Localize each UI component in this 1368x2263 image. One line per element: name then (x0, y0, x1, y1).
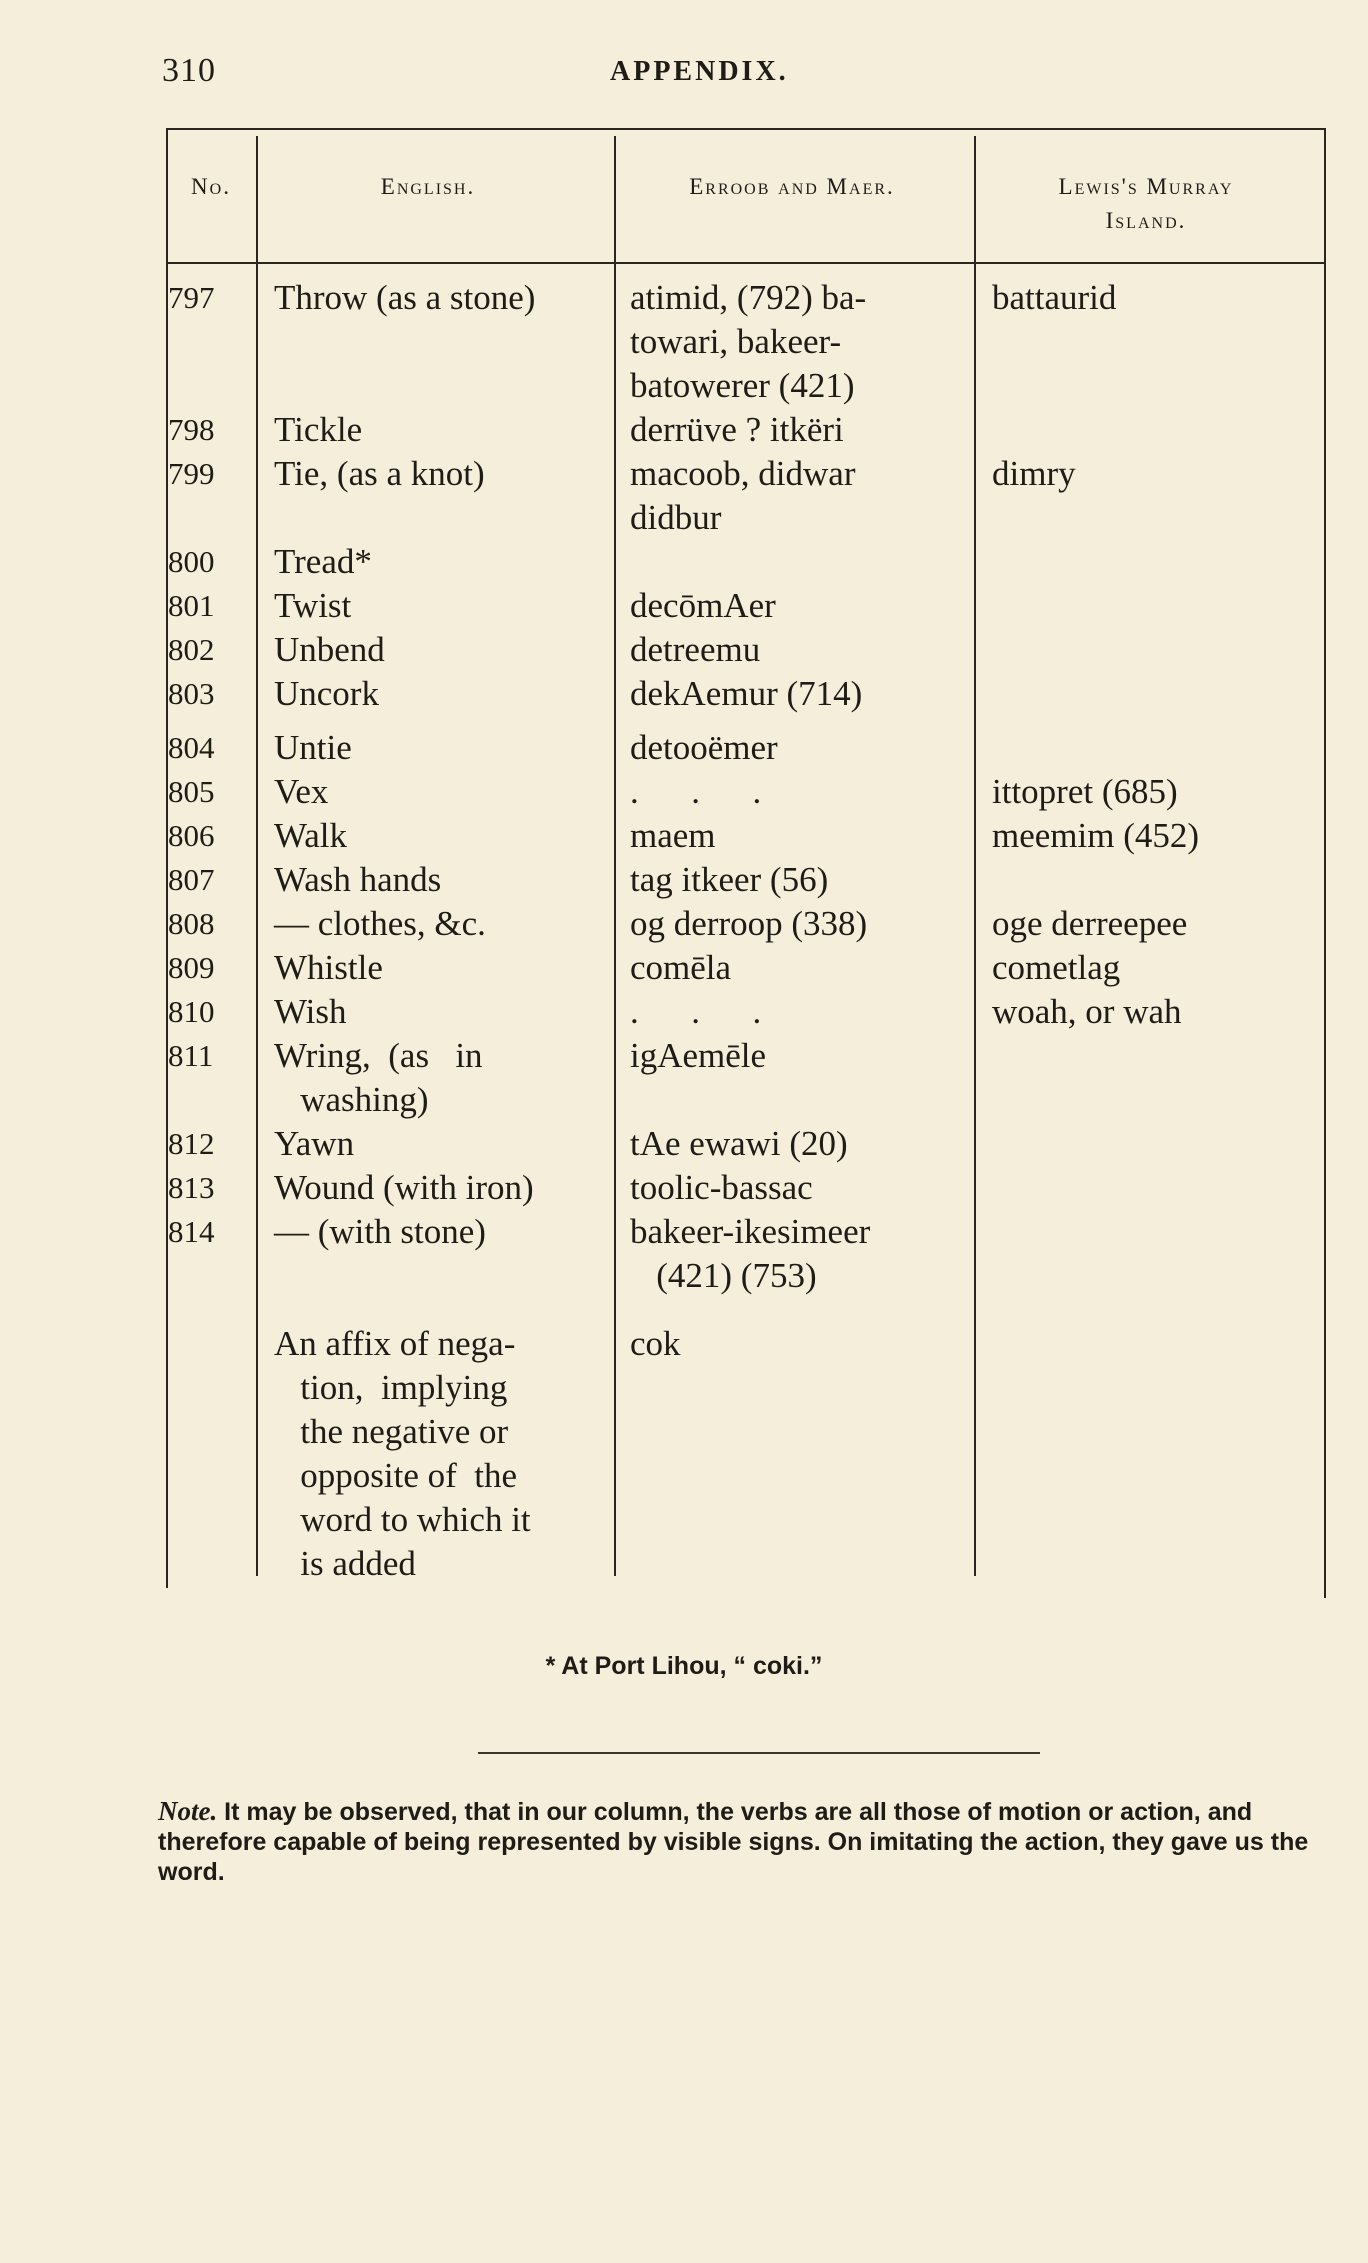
cell-no: 809 (168, 950, 215, 985)
cell-english: Wound (with iron) (274, 1168, 534, 1207)
separator-rule (478, 1752, 1040, 1754)
note-paragraph (158, 1796, 1318, 1887)
cell-english: Unbend (274, 630, 385, 669)
cell-english: Tie, (as a knot) (274, 454, 485, 493)
cell-english: Wash hands (274, 860, 442, 899)
cell-english: Uncork (274, 674, 379, 713)
cell-erroob: . . . (630, 772, 762, 811)
cell-english: Tickle (274, 410, 363, 449)
cell-no: 797 (168, 280, 215, 315)
cell-erroob: towari, bakeer- (630, 322, 842, 361)
cell-no: 807 (168, 862, 215, 897)
cell-erroob: detooëmer (630, 728, 778, 767)
col-divider-2 (614, 136, 616, 1576)
cell-no: 801 (168, 588, 215, 623)
cell-no: 811 (168, 1038, 214, 1073)
cell-no: 806 (168, 818, 215, 853)
cell-erroob: derrüve ? itkëri (630, 410, 844, 449)
header-lewis-line1: Lewis's Murray (1058, 174, 1234, 199)
right-border (1324, 128, 1326, 1598)
cell-lewis: ittopret (685) (992, 772, 1178, 811)
cell-english: tion, implying (274, 1368, 508, 1407)
cell-english: Whistle (274, 948, 383, 987)
cell-erroob: maem (630, 816, 716, 855)
footnote: * At Port Lihou, “ coki.” (545, 1652, 823, 1680)
top-rule (166, 128, 1326, 130)
cell-erroob: igAemēle (630, 1036, 767, 1075)
cell-no: 800 (168, 544, 215, 579)
cell-no: 799 (168, 456, 215, 491)
cell-no: 812 (168, 1126, 215, 1161)
cell-no: 814 (168, 1214, 215, 1249)
cell-english: Walk (274, 816, 347, 855)
note-label: Note. (158, 1796, 218, 1826)
cell-erroob: dekAemur (714) (630, 674, 863, 713)
cell-lewis: meemim (452) (992, 816, 1200, 855)
cell-no: 802 (168, 632, 215, 667)
cell-english: — clothes, &c. (274, 904, 486, 943)
running-head: APPENDIX. (610, 56, 789, 87)
cell-english: is added (274, 1544, 416, 1583)
cell-erroob: batowerer (421) (630, 366, 855, 405)
cell-english: Yawn (274, 1124, 355, 1163)
cell-english: An affix of nega- (274, 1324, 516, 1363)
header-english: English. (380, 174, 476, 199)
cell-english: Throw (as a stone) (274, 278, 536, 317)
cell-erroob: atimid, (792) ba- (630, 278, 867, 317)
cell-english: Untie (274, 728, 352, 767)
cell-erroob: bakeer-ikesimeer (630, 1212, 871, 1251)
cell-erroob: cok (630, 1324, 681, 1363)
cell-no: 813 (168, 1170, 215, 1205)
cell-erroob: didbur (630, 498, 722, 537)
cell-lewis: battaurid (992, 278, 1117, 317)
cell-english: word to which it (274, 1500, 531, 1539)
cell-erroob: tAe ewawi (20) (630, 1124, 848, 1163)
header-rule (166, 262, 1326, 264)
cell-english: the negative or (274, 1412, 509, 1451)
header-erroob: Erroob and Maer. (689, 174, 895, 199)
cell-lewis: cometlag (992, 948, 1121, 987)
cell-no: 803 (168, 676, 215, 711)
cell-erroob: (421) (753) (630, 1256, 817, 1295)
cell-english: Wring, (as in (274, 1036, 483, 1075)
cell-english: Tread* (274, 542, 372, 581)
cell-english: Vex (274, 772, 329, 811)
cell-erroob: og derroop (338) (630, 904, 868, 943)
cell-lewis: woah, or wah (992, 992, 1182, 1031)
cell-erroob: macoob, didwar (630, 454, 856, 493)
cell-english: Wish (274, 992, 347, 1031)
header-no: No. (191, 174, 231, 199)
note-text: It may be observed, that in our column, the verbs are all those of motion or action, and therefore capable of being represented by visible signs. On imitating the action, they gave us the word. (158, 1798, 1309, 1886)
col-divider-3 (974, 136, 976, 1576)
cell-no: 810 (168, 994, 215, 1029)
cell-erroob: detreemu (630, 630, 761, 669)
page-number: 310 (162, 52, 216, 89)
cell-english: washing) (274, 1080, 429, 1119)
cell-english: opposite of the (274, 1456, 518, 1495)
cell-lewis: dimry (992, 454, 1076, 493)
cell-erroob: comēla (630, 948, 732, 987)
cell-no: 798 (168, 412, 215, 447)
cell-erroob: . . . (630, 992, 762, 1031)
cell-no: 808 (168, 906, 215, 941)
cell-english: — (with stone) (274, 1212, 486, 1251)
cell-no: 804 (168, 730, 215, 765)
cell-lewis: oge derreepee (992, 904, 1188, 943)
cell-no: 805 (168, 774, 215, 809)
cell-english: Twist (274, 586, 352, 625)
header-lewis-line2: Island. (1105, 208, 1187, 233)
cell-erroob: toolic-bassac (630, 1168, 813, 1207)
vocabulary-table (166, 128, 1326, 1598)
cell-erroob: decōmAer (630, 586, 776, 625)
cell-erroob: tag itkeer (56) (630, 860, 829, 899)
col-divider-1 (256, 136, 258, 1576)
